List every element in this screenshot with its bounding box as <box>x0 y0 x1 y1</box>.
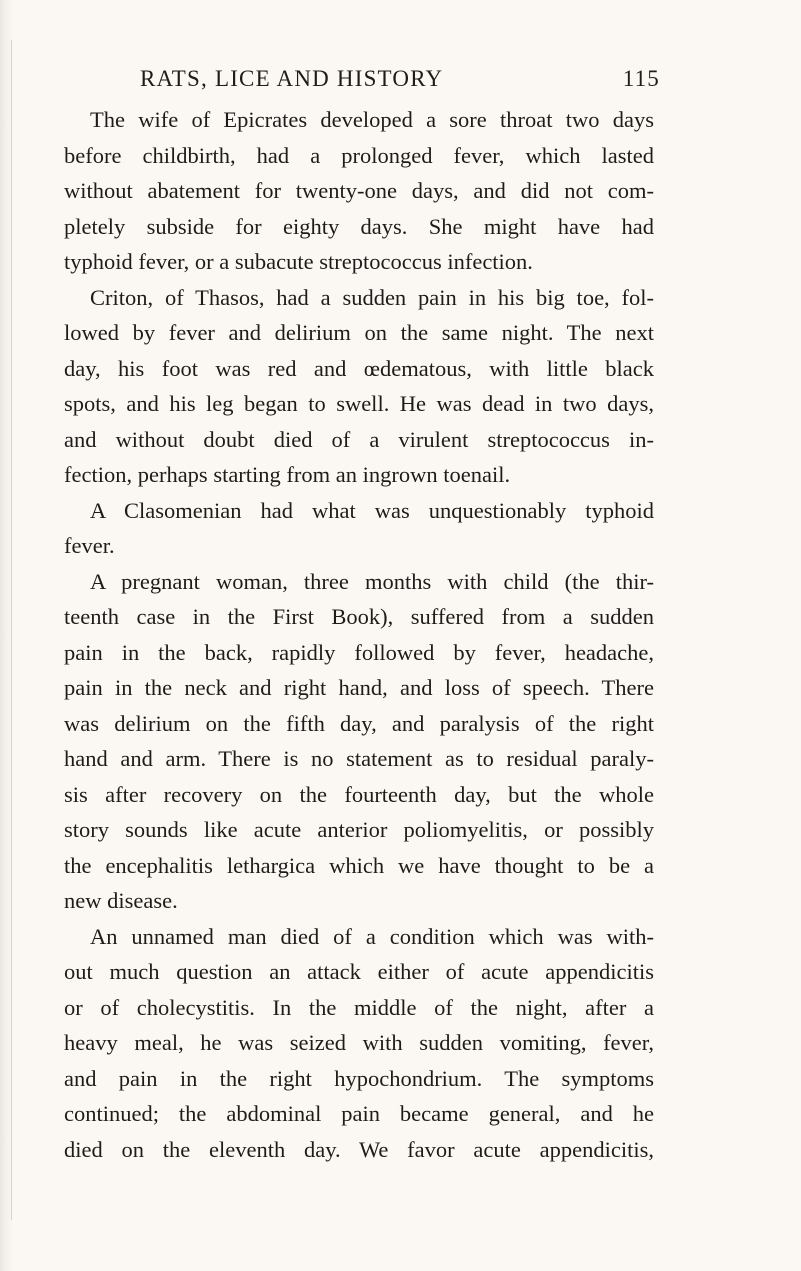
text-line: spots, and his leg began to swell. He was dead in two days, <box>64 391 654 416</box>
text-line: typhoid fever, or a subacute streptococcus infection. <box>64 249 533 274</box>
page-number: 115 <box>622 66 660 91</box>
text-line: fection, perhaps starting from an ingrown toenail. <box>64 462 511 487</box>
text-line: and pain in the right hypochondrium. The symptoms <box>64 1065 654 1091</box>
text-line: out much question an attack either of acute appendicitis <box>64 959 654 984</box>
text-line: story sounds like acute anterior poliomyelitis, or possibly <box>64 817 654 842</box>
text-line: and without doubt died of a virulent streptococcus in- <box>64 426 654 452</box>
text-line: pain in the neck and right hand, and loss of speech. There <box>64 675 654 700</box>
text-line: or of cholecystitis. In the middle of the night, after a <box>64 994 654 1020</box>
text-line: hand and arm. There is no statement as to residual paraly- <box>64 746 654 771</box>
text-line: day, his foot was red and œdematous, with little black <box>64 355 654 381</box>
text-line: An unnamed man died of a condition which was with- <box>90 923 654 949</box>
body-text <box>64 102 654 1167</box>
text-line: pletely subside for eighty days. She might have had <box>64 213 654 239</box>
text-line: heavy meal, he was seized with sudden vomiting, fever, <box>64 1030 654 1055</box>
text-line: A Clasomenian had what was unquestionably typhoid <box>90 497 654 523</box>
text-line: died on the eleventh day. We favor acute appendicitis, <box>64 1136 654 1162</box>
text-line: teenth case in the First Book), suffered from a sudden <box>64 604 654 629</box>
text-line: sis after recovery on the fourteenth day, but the whole <box>64 781 654 807</box>
text-line: lowed by fever and delirium on the same night. The next <box>64 320 654 345</box>
text-line: pain in the back, rapidly followed by fever, headache, <box>64 639 654 665</box>
running-head: RATS, LICE AND HISTORY <box>140 66 444 91</box>
text-line: new disease. <box>64 888 178 913</box>
text-line: continued; the abdominal pain became general, and he <box>64 1101 654 1126</box>
text-line: the encephalitis lethargica which we have thought to be a <box>64 852 654 878</box>
text-line: Criton, of Thasos, had a sudden pain in his big toe, fol- <box>90 284 654 310</box>
text-line: The wife of Epicrates developed a sore throat two days <box>90 107 654 132</box>
page-edge-line <box>11 40 12 1220</box>
text-line: fever. <box>64 533 115 558</box>
page-header <box>140 66 660 100</box>
text-line: A pregnant woman, three months with child (the thir- <box>90 568 654 594</box>
text-line: was delirium on the fifth day, and paralysis of the right <box>64 710 654 736</box>
text-line: without abatement for twenty-one days, and did not com- <box>64 178 654 203</box>
text-line: before childbirth, had a prolonged fever, which lasted <box>64 142 654 168</box>
